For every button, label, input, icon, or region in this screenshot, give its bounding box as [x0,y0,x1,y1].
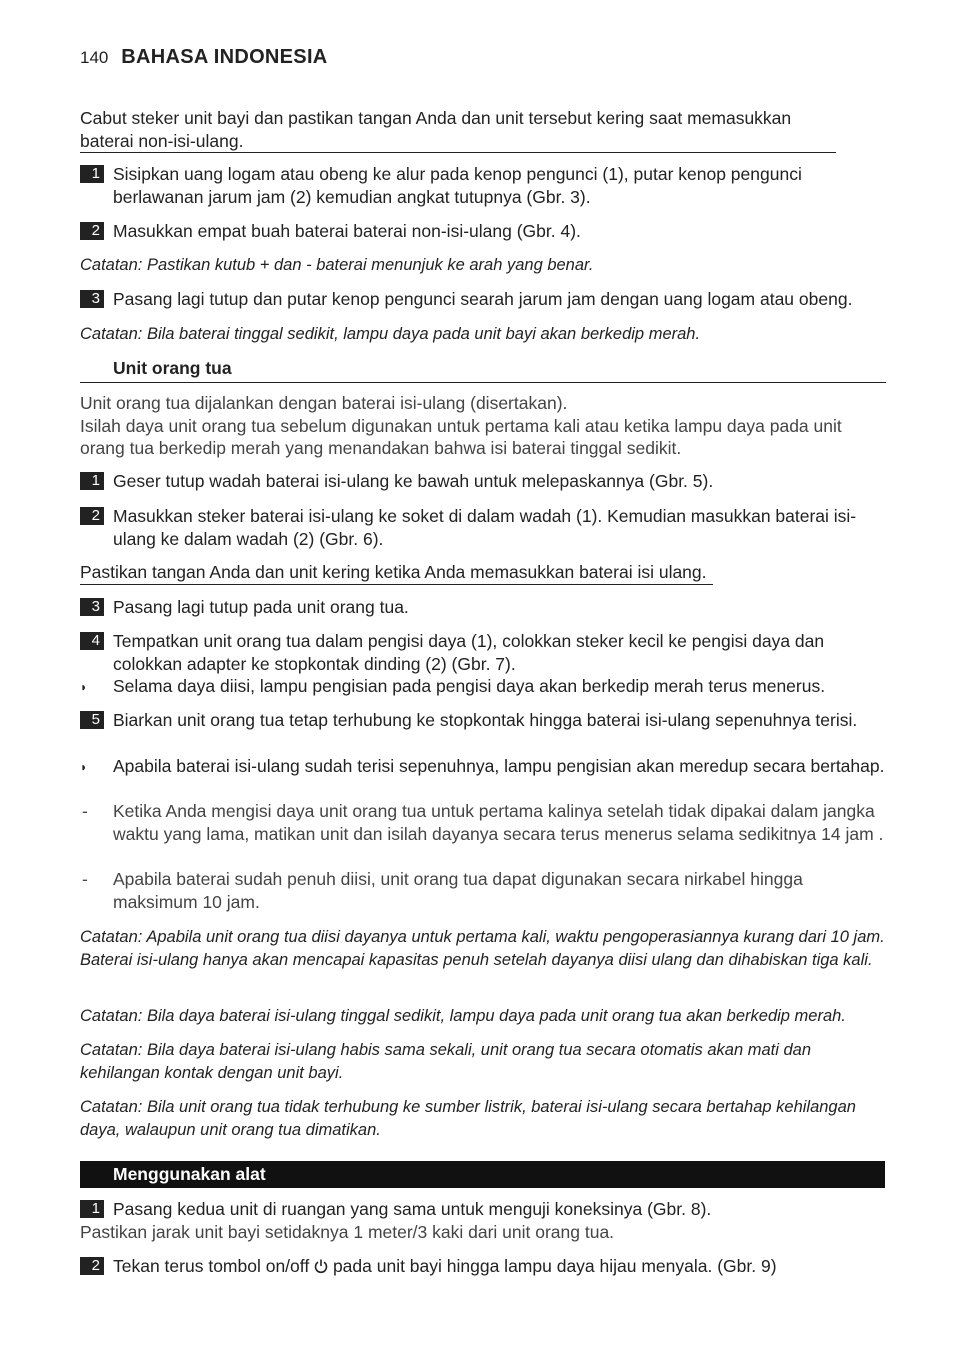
step-text: Masukkan steker baterai isi-ulang ke soket di dalam wadah (1). Kemudian masukkan baterai isi-ulang ke dalam wadah (2) (Gbr. 6). [113,506,857,549]
step-item [80,505,886,550]
note-text: Catatan: Bila baterai tinggal sedikit, lampu daya pada unit bayi akan berkedip merah. [80,325,701,343]
step-item [80,288,886,311]
bullet-item [80,675,886,698]
dash-text: Apabila baterai sudah penuh diisi, unit orang tua dapat digunakan secara nirkabel hingga maksimum 10 jam. [113,869,803,912]
step-text: pada unit bayi hingga lampu daya hijau menyala. (Gbr. 9) [332,1256,777,1276]
dash-item [80,800,886,845]
step-text: Pasang kedua unit di ruangan yang sama untuk menguji koneksinya (Gbr. 8). [113,1199,712,1219]
dash-item [80,868,886,913]
step-text: Biarkan unit orang tua tetap terhubung ke stopkontak hingga baterai isi-ulang sepenuhnya terisi. [113,710,858,730]
warning-text: Cabut steker unit bayi dan pastikan tangan Anda dan unit tersebut kering saat memasukkan baterai non-isi-ulang. [80,107,886,153]
step-number: 1 [80,472,104,490]
section-title: Menggunakan alat [113,1164,266,1184]
step-text: Sisipkan uang logam atau obeng ke alur pada kenop pengunci (1), putar kenop pengunci berlawanan jarum jam (2) kemudian angkat tutupnya (Gbr. 3). [113,164,802,207]
note-text: Catatan: Bila daya baterai isi-ulang habis sama sekali, unit orang tua secara otomatis akan mati dan kehilangan kontak dengan unit bayi. [80,1041,811,1082]
dash-text: Ketika Anda mengisi daya unit orang tua untuk pertama kalinya setelah tidak dipakai dalam jangka waktu yang lama, matikan unit dan isilah dayanya secara terus menerus selama sedikitnya 14 jam . [113,801,884,844]
step-text: Geser tutup wadah baterai isi-ulang ke bawah untuk melepaskannya (Gbr. 5). [113,471,714,491]
step-item [80,630,886,675]
step-item [80,163,886,208]
step-number: 5 [80,711,104,729]
step-number: 1 [80,1200,104,1218]
step-text: Tekan terus tombol on/off [113,1256,310,1276]
step-item [80,220,886,243]
step-item [80,1255,886,1278]
section-title: Unit orang tua [113,358,232,378]
bullet-icon: ◗ [80,760,88,774]
use-note: Pastikan jarak unit bayi setidaknya 1 meter/3 kaki dari unit orang tua. [80,1222,615,1242]
step-number: 3 [80,290,104,308]
step-text: Pasang lagi tutup pada unit orang tua. [113,597,409,617]
intro-paragraph [80,392,886,460]
bullet-item [80,755,886,778]
page-header [80,46,328,69]
step-item [80,596,886,619]
step-text: Tempatkan unit orang tua dalam pengisi daya (1), colokkan steker kecil ke pengisi daya dan colokkan adapter ke stopkontak dinding (2) (Gbr. 7). [113,631,825,674]
step-number: 2 [80,507,104,525]
note-text: Catatan: Bila unit orang tua tidak terhubung ke sumber listrik, baterai isi-ulang secara bertahap kehilangan daya, walaupun unit orang tua dimatikan. [80,1098,856,1139]
step-number: 4 [80,632,104,650]
dash-icon: - [82,869,88,889]
bullet-text: Apabila baterai isi-ulang sudah terisi sepenuhnya, lampu pengisian akan meredup secara bertahap. [113,756,885,776]
bullet-icon: ◗ [80,680,88,694]
page-number: 140 [80,48,109,67]
section-heading [80,1161,885,1188]
section-heading [80,356,886,383]
power-icon [314,1259,328,1274]
intro-line: Unit orang tua dijalankan dengan baterai isi-ulang (disertakan). [80,393,568,413]
step-number: 1 [80,165,104,183]
step-text: Masukkan empat buah baterai baterai non-isi-ulang (Gbr. 4). [113,221,581,241]
page-title: BAHASA INDONESIA [121,46,328,68]
dash-icon: - [82,801,88,821]
warning-text: Pastikan tangan Anda dan unit kering ketika Anda memasukkan baterai isi ulang. [80,561,886,585]
step-text: Pasang lagi tutup dan putar kenop pengunci searah jarum jam dengan uang logam atau obeng. [113,289,853,309]
note-text: Catatan: Pastikan kutub + dan - baterai menunjuk ke arah yang benar. [80,256,594,274]
note-text: Catatan: Apabila unit orang tua diisi dayanya untuk pertama kali, waktu pengoperasiannya kurang dari 10 jam. Baterai isi-ulang hanya akan mencapai kapasitas penuh setelah dayanya diisi ulang dan dihabiskan tiga kali. [80,928,885,969]
note-text: Catatan: Bila daya baterai isi-ulang tinggal sedikit, lampu daya pada unit orang tua akan berkedip merah. [80,1007,846,1025]
step-item [80,1198,886,1221]
step-item [80,709,886,732]
step-number: 3 [80,598,104,616]
step-number: 2 [80,1257,104,1275]
intro-line: Isilah daya unit orang tua sebelum digunakan untuk pertama kali atau ketika lampu daya pada unit orang tua berkedip merah yang menandakan bahwa isi baterai tinggal sedikit. [80,415,842,458]
step-item [80,470,886,493]
bullet-text: Selama daya diisi, lampu pengisian pada pengisi daya akan berkedip merah terus menerus. [113,676,826,696]
step-number: 2 [80,222,104,240]
